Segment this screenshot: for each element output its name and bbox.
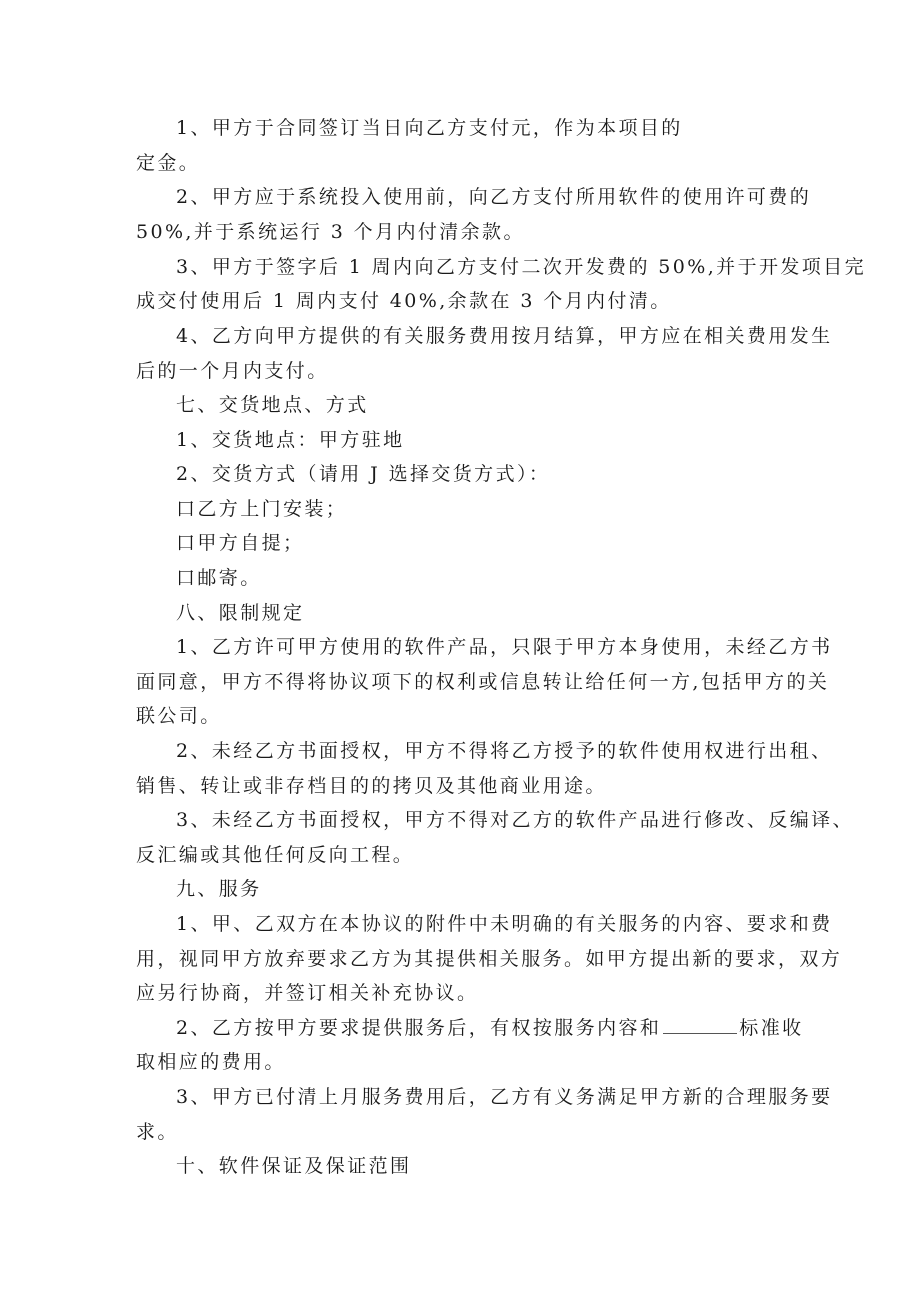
- payment-item-3-line-1: 3、甲方于签字后 1 周内向乙方支付二次开发费的 50%,并于开发项目完: [176, 256, 866, 278]
- section-9-heading: 九、服务: [176, 878, 262, 900]
- restriction-1-line-2: 面同意，甲方不得将协议项下的权利或信息转让给任何一方,包括甲方的关: [136, 671, 830, 693]
- delivery-option-pickup: 口甲方自提；: [176, 532, 305, 554]
- payment-item-2-line-2: 50%,并于系统运行 3 个月内付清余款。: [136, 221, 525, 243]
- payment-item-1-line-2: 定金。: [136, 152, 201, 174]
- service-2-line-1: [176, 1015, 804, 1041]
- payment-item-1-line-1: 1、甲方于合同签订当日向乙方支付元，作为本项目的: [176, 117, 683, 139]
- restriction-2-line-2: 销售、转让或非存档目的的拷贝及其他商业用途。: [136, 775, 607, 797]
- payment-item-3-line-2: 成交付使用后 1 周内支付 40%,余款在 3 个月内付清。: [136, 290, 672, 312]
- service-3-line-1: 3、甲方已付清上月服务费用后，乙方有义务满足甲方新的合理服务要: [176, 1086, 833, 1108]
- section-7-heading: 七、交货地点、方式: [176, 394, 369, 416]
- section-8-heading: 八、限制规定: [176, 602, 305, 624]
- restriction-3-line-2: 反汇编或其他任何反向工程。: [136, 844, 415, 866]
- service-2-line-2: 取相应的费用。: [136, 1051, 286, 1073]
- service-3-line-2: 求。: [136, 1121, 179, 1143]
- delivery-option-mail: 口邮寄。: [176, 567, 262, 589]
- section-10-heading: 十、软件保证及保证范围: [176, 1155, 412, 1177]
- service-1-line-2: 用，视同甲方放弃要求乙方为其提供相关服务。如甲方提出新的要求，双方: [136, 948, 843, 970]
- delivery-location: 1、交货地点：甲方驻地: [176, 429, 405, 451]
- delivery-method: 2、交货方式（请用 J 选择交货方式）：: [176, 463, 551, 485]
- payment-item-4-line-1: 4、乙方向甲方提供的有关服务费用按月结算，甲方应在相关费用发生: [176, 325, 833, 347]
- restriction-1-line-1: 1、乙方许可甲方使用的软件产品，只限于甲方本身使用，未经乙方书: [176, 636, 833, 658]
- payment-item-2-line-1: 2、甲方应于系统投入使用前，向乙方支付所用软件的使用许可费的: [176, 186, 812, 208]
- restriction-3-line-1: 3、未经乙方书面授权，甲方不得对乙方的软件产品进行修改、反编译、: [176, 809, 854, 831]
- service-2-text-after-blank: 标准收: [739, 1017, 804, 1039]
- service-1-line-1: 1、甲、乙双方在本协议的附件中未明确的有关服务的内容、要求和费: [176, 913, 833, 935]
- payment-item-4-line-2: 后的一个月内支付。: [136, 360, 329, 382]
- restriction-1-line-3: 联公司。: [136, 705, 222, 727]
- restriction-2-line-1: 2、未经乙方书面授权，甲方不得将乙方授予的软件使用权进行出租、: [176, 740, 833, 762]
- delivery-option-install: 口乙方上门安装；: [176, 498, 348, 520]
- service-1-line-3: 应另行协商，并签订相关补充协议。: [136, 982, 479, 1004]
- fill-in-blank[interactable]: [663, 1017, 737, 1034]
- service-2-text-before-blank: 2、乙方按甲方要求提供服务后，有权按服务内容和: [176, 1017, 662, 1039]
